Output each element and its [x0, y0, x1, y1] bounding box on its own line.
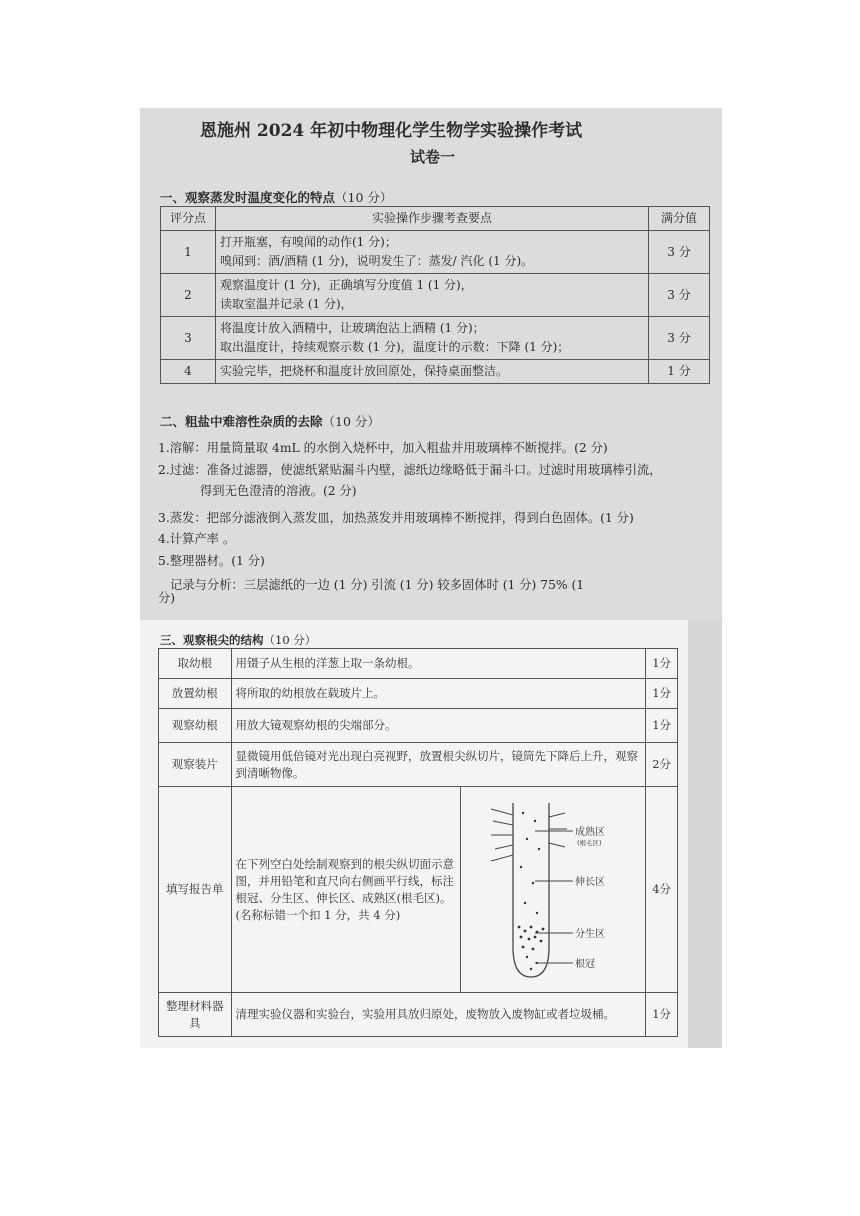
row-label: 观察装片: [159, 743, 232, 787]
table-row: [159, 709, 678, 743]
row-content: 用镊子从生根的洋葱上取一条幼根。: [231, 649, 646, 679]
row-score: 1分: [646, 679, 678, 709]
label-root-hair-zone: (根毛区): [577, 839, 602, 847]
row-line: 将温度计放入酒精中，让玻璃泡沾上酒精 (1 分)；: [220, 321, 485, 335]
section2-item: 1.溶解：用量筒量取 4mL 的水倒入烧杯中，加入粗盐并用玻璃棒不断搅拌。(2 分): [158, 441, 608, 455]
table-row: [161, 317, 710, 360]
row-label: 整理材料器具: [159, 993, 232, 1037]
row-score: 4分: [646, 787, 678, 993]
section2-heading: [160, 412, 380, 430]
row-label: 取幼根: [159, 649, 232, 679]
section2-points: （10 分）: [322, 414, 380, 429]
header-cell: 满分值: [649, 207, 710, 231]
section1-table: [160, 206, 710, 384]
row-score: 1分: [646, 993, 678, 1037]
row-number: 2: [161, 274, 216, 317]
section3-title: 三、观察根尖的结构: [160, 633, 264, 647]
page-subtitle: 试卷一: [410, 148, 456, 166]
table-row: [159, 993, 678, 1037]
row-content: 清理实验仪器和实验台，实验用具放归原处，废物放入废物缸或者垃圾桶。: [231, 993, 646, 1037]
section2-record: 记录与分析：三层滤纸的一边 (1 分) 引流 (1 分) 较多固体时 (1 分) 75% (1: [170, 578, 585, 592]
row-line: 读取室温并记录 (1 分)，: [220, 297, 353, 311]
row-label: 填写报告单: [159, 787, 232, 993]
row-score: 1分: [646, 649, 678, 679]
diagram-cell: [461, 787, 646, 993]
table-row: [159, 649, 678, 679]
row-score: 1 分: [649, 360, 710, 384]
section2-item: 5.整理器材。(1 分): [158, 554, 265, 568]
row-line: 嗅闻到：酒/酒精 (1 分)，说明发生了：蒸发/ 汽化 (1 分)。: [220, 254, 534, 268]
label-leaders: [535, 831, 573, 963]
table-row: [161, 231, 710, 274]
root-hairs: [491, 809, 567, 861]
header-cell: 评分点: [161, 207, 216, 231]
page-title: 恩施州 2024 年初中物理化学生物学实验操作考试: [200, 121, 583, 141]
table-row: [159, 679, 678, 709]
row-line: 实验完毕，把烧杯和温度计放回原处，保持桌面整洁。: [220, 364, 509, 378]
section2-item: 3.蒸发：把部分滤液倒入蒸发皿，加热蒸发并用玻璃棒不断搅拌，得到白色固体。(1 分): [158, 511, 634, 525]
row-score: 3 分: [649, 231, 710, 274]
row-number: 4: [161, 360, 216, 384]
row-content: 用放大镜观察幼根的尖端部分。: [231, 709, 646, 743]
row-score: 1分: [646, 709, 678, 743]
row-score: 3 分: [649, 274, 710, 317]
section2-record-cont: 分): [158, 591, 176, 605]
section2-title: 二、粗盐中难溶性杂质的去除: [160, 414, 323, 429]
cell-dots: [518, 812, 545, 970]
table-row: [159, 743, 678, 787]
label-mature-zone: 成熟区: [575, 827, 606, 838]
row-line: 观察温度计 (1 分)，正确填写分度值 1 (1 分)，: [220, 278, 473, 292]
row-number: 3: [161, 317, 216, 360]
header-cell: 实验操作步骤考查要点: [216, 207, 649, 231]
section1-title: 一、观察蒸发时温度变化的特点: [160, 190, 336, 205]
row-score: 2分: [646, 743, 678, 787]
paper-lower-margin: [688, 620, 722, 1048]
section3-table: [158, 648, 678, 1037]
row-line: 打开瓶塞，有嗅闻的动作(1 分)；: [220, 235, 397, 249]
label-elongation-zone: 伸长区: [575, 877, 606, 888]
table-row: [161, 274, 710, 317]
table-header-row: [161, 207, 710, 231]
table-row: [159, 787, 678, 993]
row-number: 1: [161, 231, 216, 274]
row-content: 将所取的幼根放在载玻片上。: [231, 679, 646, 709]
row-label: 放置幼根: [159, 679, 232, 709]
row-line: 取出温度计，持续观察示数 (1 分)，温度计的示数：下降 (1 分)；: [220, 340, 570, 354]
section3-heading: [160, 632, 316, 648]
label-meristem-zone: 分生区: [575, 929, 606, 940]
label-root-cap: 根冠: [575, 959, 596, 970]
root-tip-diagram: [461, 787, 641, 987]
row-label: 观察幼根: [159, 709, 232, 743]
row-score: 3 分: [649, 317, 710, 360]
section2-item: 4.计算产率 。: [158, 532, 236, 546]
row-content: 在下列空白处绘制观察到的根尖纵切面示意图，并用铅笔和直尺向右侧画平行线，标注根冠、分生区、伸长区、成熟区(根毛区)。(名称标错一个扣 1 分，共 4 分): [231, 787, 461, 993]
row-content: [216, 317, 649, 360]
section1-points: （10 分）: [335, 190, 393, 205]
exam-paper: [140, 108, 722, 1048]
row-content: 显微镜用低倍镜对光出现白亮视野，放置根尖纵切片，镜筒先下降后上升，观察到清晰物像。: [231, 743, 646, 787]
section1-heading: [160, 188, 392, 206]
section2-item: 得到无色澄清的溶液。(2 分): [200, 484, 357, 498]
row-content: [216, 274, 649, 317]
root-outline: [513, 803, 549, 977]
table-row: [161, 360, 710, 384]
section2-item: 2.过滤：准备过滤器，使滤纸紧贴漏斗内壁，滤纸边缘略低于漏斗口。过滤时用玻璃棒引流，: [158, 463, 662, 477]
row-content: [216, 231, 649, 274]
section3-points: （10 分）: [263, 633, 317, 647]
row-content: [216, 360, 649, 384]
